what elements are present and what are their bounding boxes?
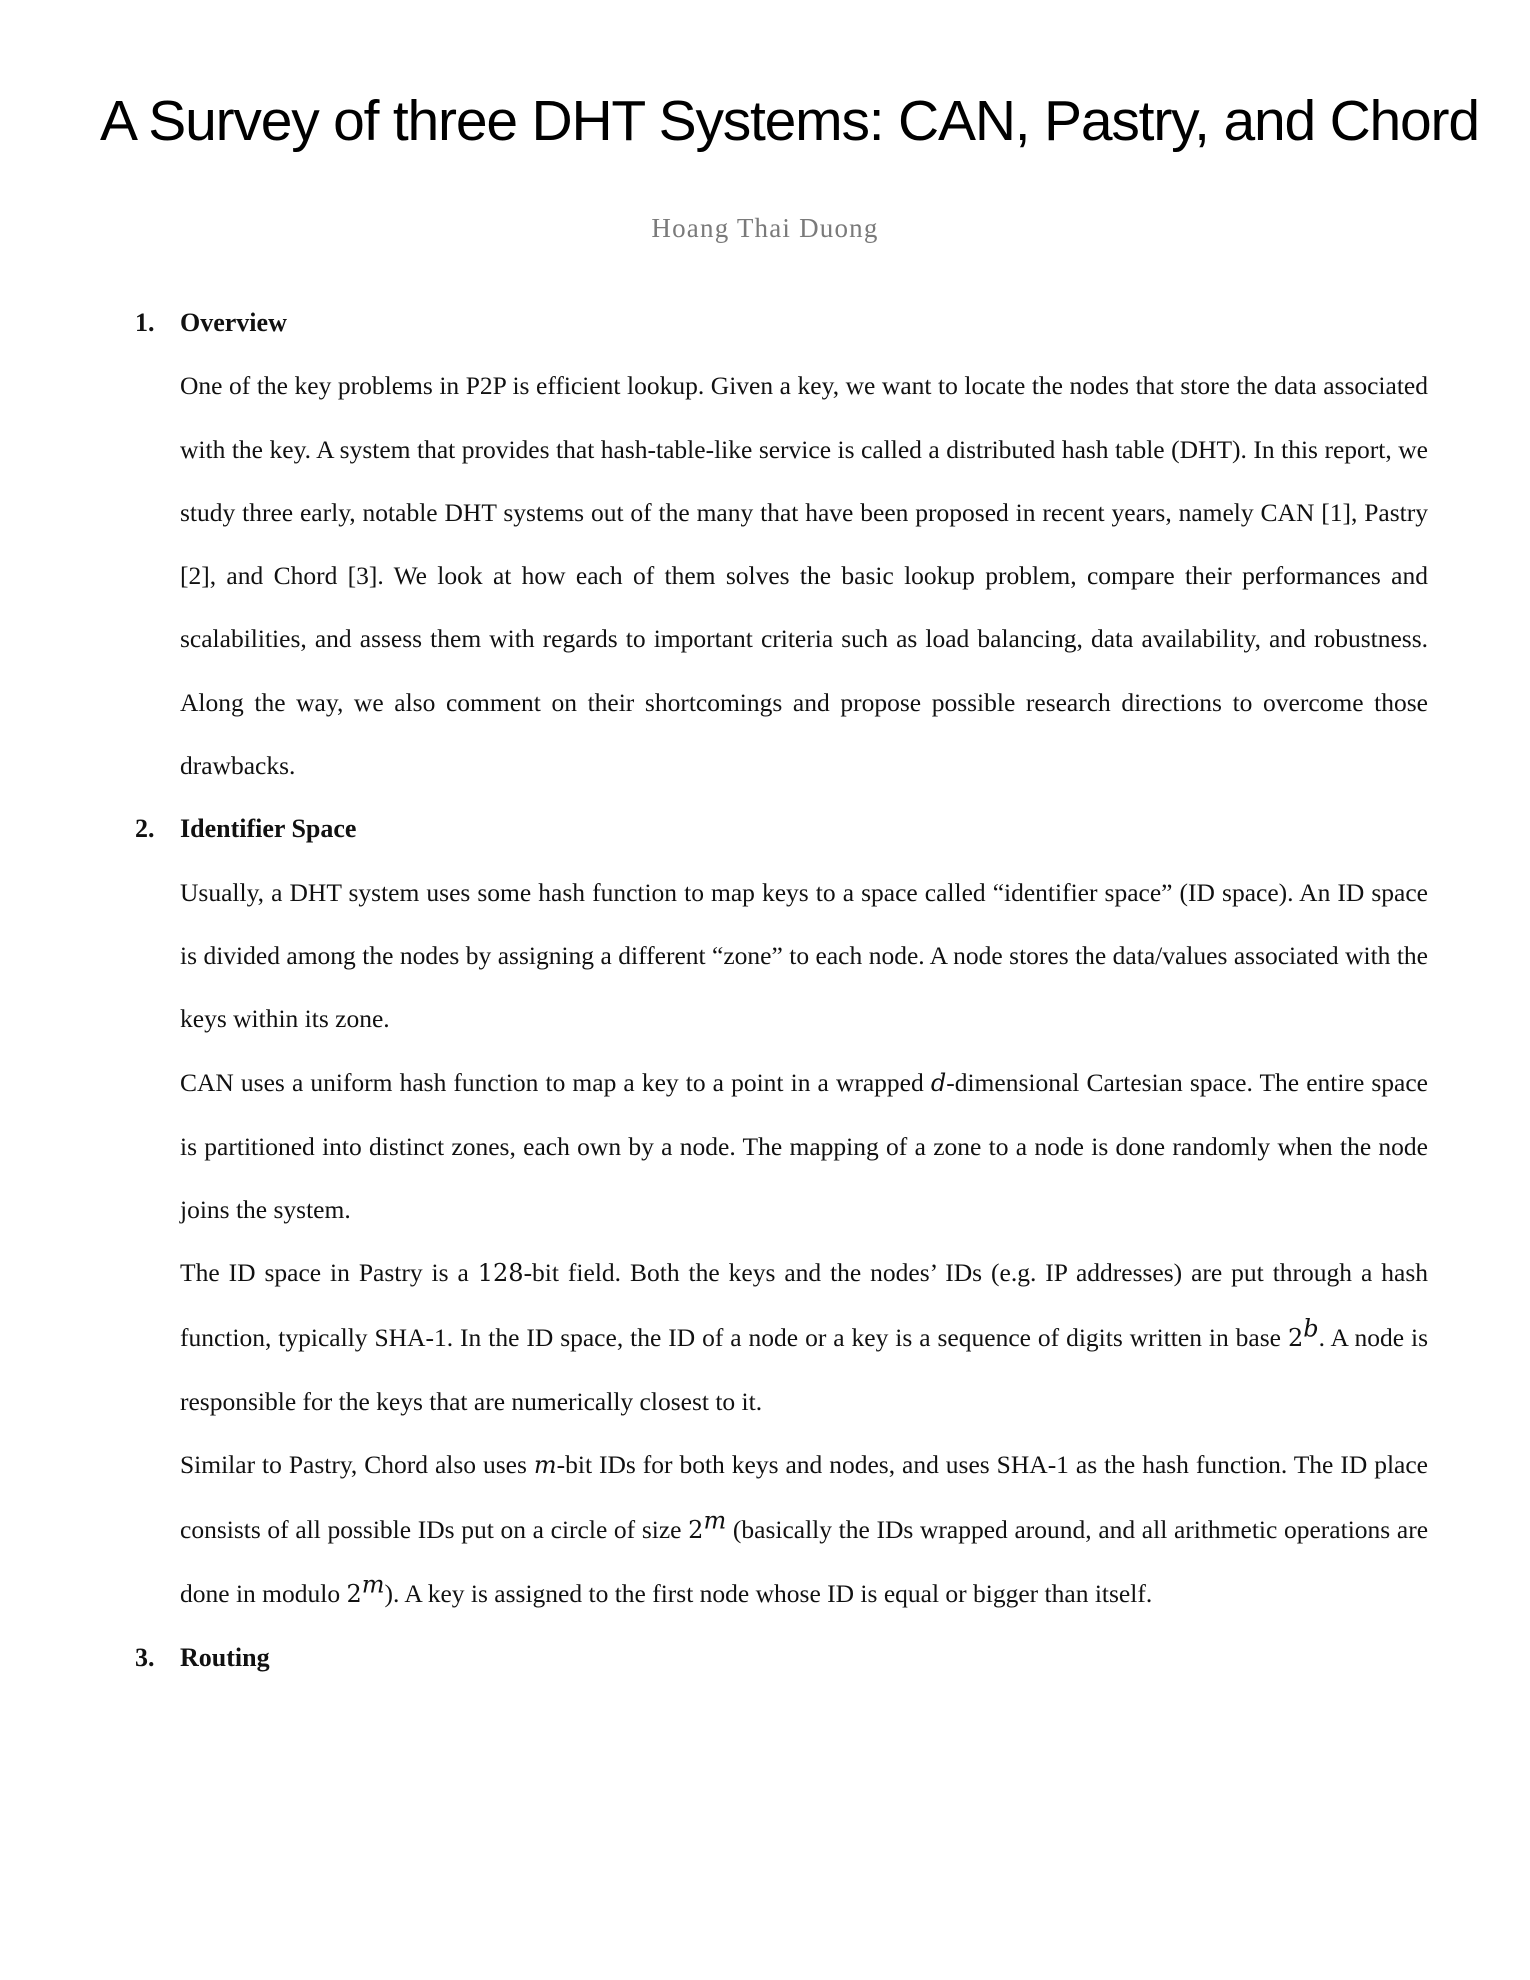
text-run: -bit IDs for both keys and nodes, and uses SHA-1 as the hash function. The ID place consists of all possible IDs put on a circle of size	[180, 1450, 1428, 1544]
chord-paragraph	[180, 1433, 1428, 1626]
section-number: 1.	[135, 308, 155, 337]
text-run: The ID space in Pastry is a	[180, 1258, 478, 1288]
text-run: Similar to Pastry, Chord also uses	[180, 1450, 534, 1480]
can-paragraph	[180, 1051, 1428, 1242]
text-run: ). A key is assigned to the first node whose ID is equal or bigger than itself.	[384, 1578, 1153, 1608]
text-run: -dimensional Cartesian space. The entire space is partitioned into distinct zones, each own by a node. The mapping of a zone to a node is done randomly when the node joins the system.	[180, 1067, 1428, 1225]
section-title: Routing	[180, 1643, 270, 1673]
section-number: 2.	[135, 814, 155, 844]
pastry-paragraph	[180, 1241, 1428, 1433]
math-exponent: m	[703, 1506, 727, 1535]
math-variable: d	[930, 1068, 947, 1097]
section-title: Identifier Space	[180, 814, 357, 844]
document-body	[0, 291, 1530, 1690]
section-heading-identifier-space	[0, 797, 1530, 860]
text-run: . A node is responsible for the keys that are numerically closest to it.	[180, 1322, 1428, 1417]
math-exponent: b	[1303, 1314, 1319, 1343]
section-title: Overview	[180, 308, 287, 337]
text-run: CAN uses a uniform hash function to map a key to a point in a wrapped	[180, 1067, 931, 1097]
section-heading-overview	[0, 291, 1530, 354]
math-number: 2	[1287, 1323, 1304, 1352]
section-number: 3.	[135, 1643, 155, 1673]
math-number: 2	[688, 1515, 704, 1544]
section-heading-routing	[0, 1626, 1530, 1689]
text-run: -bit field. Both the keys and the nodes’ IDs (e.g. IP addresses) are put through a hash function, typically SHA-1. In the ID space, the ID of a node or a key is a sequence of digits written in base	[180, 1258, 1428, 1352]
math-exponent: m	[361, 1570, 385, 1599]
math-variable: m	[533, 1451, 557, 1480]
document-title: A Survey of three DHT Systems: CAN, Pastry, and Chord	[100, 89, 1479, 153]
overview-paragraph: One of the key problems in P2P is efficient lookup. Given a key, we want to locate the nodes that store the data associated with the key. A system that provides that hash-table-like service is called a distributed hash table (DHT). In this report, we study three early, notable DHT systems out of the many that have been proposed in recent years, namely CAN [1], Pastry [2], and Chord [3]. We look at how each of them solves the basic lookup problem, compare their performances and scalabilities, and assess them with regards to important criteria such as load balancing, data availability, and robustness. Along the way, we also comment on their shortcomings and propose possible research directions to overcome those drawbacks.	[180, 371, 1428, 781]
id-space-intro-paragraph: Usually, a DHT system uses some hash function to map keys to a space called “identifier space” (ID space). An ID space is divided among the nodes by assigning a different “zone” to each node. A node stores the data/values associated with the keys within its zone.	[180, 877, 1428, 1034]
math-number: 128	[477, 1259, 524, 1288]
author-name: Hoang Thai Duong	[651, 213, 879, 243]
math-number: 2	[346, 1579, 362, 1608]
text-run: (basically the IDs wrapped around, and all arithmetic operations are done in modulo	[180, 1514, 1429, 1608]
